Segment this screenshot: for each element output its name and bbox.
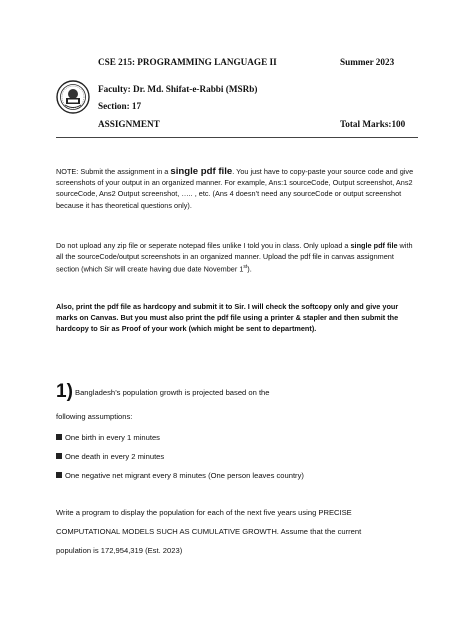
total-marks: Total Marks:100 [340,119,406,129]
bullet-text: One birth in every 1 minutes [65,433,160,442]
task-line-2: COMPUTATIONAL MODELS SUCH AS CUMULATIVE GROWTH. Assume that the current [56,527,362,536]
question-number: 1) [56,381,73,402]
question-1-heading [56,381,270,403]
list-item [56,471,304,480]
faculty-line: Faculty: Dr. Md. Shifat-e-Rabbi (MSRb) [98,84,258,94]
upload-paragraph [56,240,418,275]
semester: Summer 2023 [340,57,395,67]
note-paragraph [56,166,418,211]
note-emphasis: single pdf file [170,166,233,177]
bullet-icon [56,453,62,459]
note-suffix: . You just have to copy-paste your source code and give screenshots of your output in an organized manner. For example, Ans:1 sourceCode, Output screenshot, Ans2 sourceCode, Ans2 Output screenshot, ….. , etc. (Ans 4 doesn’t need any sourceCode or output screenshot because it has theoretical questions only). [56,167,414,210]
bullet-icon [56,434,62,440]
question-intro-line1: Bangladesh’s population growth is projected based on the [72,388,270,397]
list-item [56,452,164,461]
bullet-text: One negative net migrant every 8 minutes (One person leaves country) [65,471,304,480]
university-seal-logo [56,80,90,114]
task-line-3: population is 172,954,319 (Est. 2023) [56,546,183,555]
upload-emphasis: single pdf file [350,241,398,250]
hardcopy-paragraph [56,301,418,335]
hardcopy-text: Also, print the pdf file as hardcopy and submit it to Sir. I will check the softcopy only and give your marks on Canvas. But you must also print the pdf file using a printer & stapler and then submit the hardcopy to Sir as Proof of your work (which might be sent to department). [56,302,399,334]
assignment-label: ASSIGNMENT [98,119,160,129]
header-divider [56,137,418,138]
question-intro-line2: following assumptions: [56,412,133,421]
section-line: Section: 17 [98,101,142,111]
bullet-icon [56,472,62,478]
course-title: CSE 215: PROGRAMMING LANGUAGE II [98,57,277,67]
note-prefix: NOTE: Submit the assignment in a [56,167,171,176]
upload-sup: st [243,264,248,271]
bullet-text: One death in every 2 minutes [65,452,165,461]
upload-middle: with all the sourceCode/output screenshots in an organized manner. Upload the pdf file in canvas assignment section (which Sir will create having due date November 1 [56,241,413,274]
upload-suffix: ). [247,264,252,274]
task-line-1: Write a program to display the population for each of the next five years using PRECISE [56,508,352,517]
list-item [56,433,160,442]
upload-prefix: Do not upload any zip file or seperate notepad files unlike I told you in class. Only upload a [56,241,351,250]
